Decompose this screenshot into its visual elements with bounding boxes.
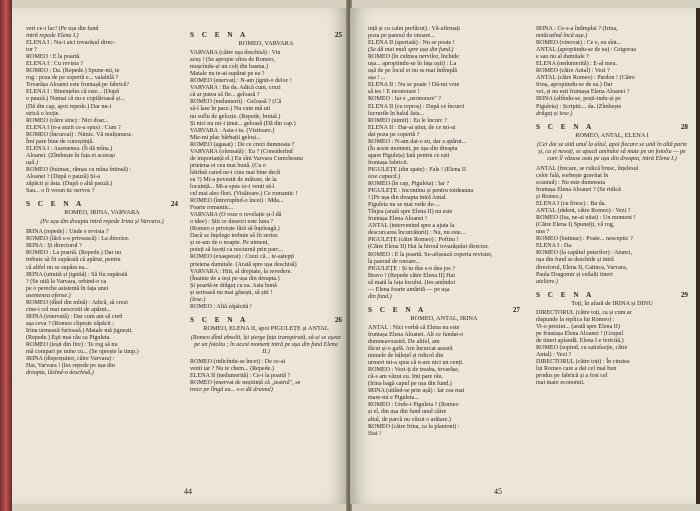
stage-direction: (Iese.) [190, 296, 206, 303]
dialogue-line: ROMEO : Vezi-ți de treaba, tovarășe, [368, 367, 460, 374]
dialogue-line: IRINA (enervată) : Dar cum am să cred [26, 313, 123, 320]
dialogue-line: strică o lecție. [26, 110, 61, 117]
dialogue-line: ELENA I (n-a auzit ce-a spus) : Cum ? [26, 124, 121, 131]
dialogue-line: Irina urmează furioasă.) Matale mă jignești. [26, 327, 133, 334]
dialogue-line: Irina, apropiindu-se de ea.) Dar [536, 82, 613, 89]
scene-cast: ROMEO, IRINA, VARVARA [64, 209, 140, 217]
dialogue-line: ROMEO (în culmea nervilor, închide [368, 54, 459, 61]
stage-direction: intră repede Elena I.) [26, 33, 79, 40]
dialogue-line: celor fală, sorbește gravitat în [536, 172, 609, 179]
dialogue-line: IRINA (repede) : Unde e revista ? [26, 229, 109, 236]
left-page-column-1 [26, 26, 178, 377]
book-cover-edge [0, 0, 12, 511]
scene-heading [536, 292, 688, 299]
dialogue-line: Stai ! [368, 430, 382, 437]
dialogue-line: ROMEO (vinovat) : Ce e, eu sînt... [536, 40, 622, 47]
dialogue-line: ANTAL (către Romeo) : Pardon ! (Către [536, 75, 635, 82]
dialogue-line: Îmi pare bine de cunoștință. [26, 138, 94, 145]
dialogue-line: lucrurile în halul ăsta... [368, 110, 425, 117]
dialogue-line: ROMEO (Isa, ne-ai uitat) : Un moment ! [536, 215, 636, 222]
dialogue-line: ROMEO : La poartă. (Repede.) Dar nu [26, 250, 122, 257]
dialogue-line: acuș ! (Se apropie sfios de Romeo, [190, 57, 275, 64]
left-page-column-2 [190, 26, 342, 394]
stage-direction: ateliere.) [536, 278, 558, 285]
dialogue-line: tor ? [26, 47, 37, 54]
dialogue-line: mă compari pe mine cu... (Se oprește la timp.) [26, 349, 139, 356]
dialogue-line: IRINA (disprețuitor, către Varvara) : [26, 356, 115, 363]
dialogue-line: prietena ei cea mai bună. (Cu o [190, 162, 266, 169]
dialogue-line: e sau nu al dumitale ? [536, 54, 589, 61]
dialogue-line: să-l lase în pace.) Nu cum mă uit [190, 106, 271, 113]
dialogue-line: că altfel nu se supăra ea... [26, 264, 89, 271]
scene-label: S C E N A [536, 290, 595, 299]
dialogue-line: ROMEO (la capătul puterilor) : Atunci, [536, 250, 633, 257]
dialogue-line: IRINA : Ce-s-a întîmplat ? (Irina, [536, 26, 618, 32]
dialogue-line: mare-mi e Piguleta... [368, 395, 419, 402]
dialogue-line: ROMEO : Da. (Repede.) Spune-mi, te [26, 68, 120, 75]
scene-label: S C E N A [536, 122, 595, 131]
dialogue-line: veri ce-i fac! (Pe ușa din fund [26, 26, 99, 32]
dialogue-line: ELENA I : Cu revista ? [26, 61, 84, 68]
dialogue-line: nu suflu de gelozie. (Repede, brutal.) [190, 113, 281, 120]
scene-number: 26 [334, 315, 342, 324]
dialogue-line: ? (Se uită la Varvara, orbind-o ca [26, 278, 107, 285]
dialogue-line: că ar putea să fie... geloasă ? [190, 92, 260, 99]
scene-number: 29 [680, 290, 688, 299]
dialogue-line: ANTAL : Nici vorbă că Elena nu este [368, 324, 460, 331]
dialogue-line: ANTAL (apropiindu-se de ea) : Grigorua [536, 47, 636, 54]
dialogue-line: ROMEO (nedumerit) : Geloasă ? (Că [190, 99, 282, 106]
dialogue-line: ROMEO : N-am dat-o eu, dar a apărut... [368, 138, 467, 145]
dialogue-line: mai mare economii. [536, 380, 585, 387]
dialogue-line: ROMEO (către Irina, ca la plantoni) : [368, 423, 460, 430]
stage-direction: iese capacă.) [368, 173, 401, 180]
dialogue-line: Mie-mi plac bărbații geloși... [190, 134, 261, 141]
dialogue-line: IRINA (altîndu-se, pești-indu-și pe [536, 96, 621, 103]
dialogue-line: Foarte romantic... [190, 205, 234, 212]
dialogue-line: urmeri mi-a spus că n-are nici un cenți. [368, 360, 464, 367]
dialogue-line: Dacă se înțelege trebuie să fii serios [190, 233, 278, 240]
dialogue-line: ROMEO (enervat de neștiință că „teatrul", se [190, 380, 301, 387]
stage-direction: ușă.) [26, 159, 39, 166]
stage-direction: trece pe lîngă ea... s-o dă drumul) [190, 387, 273, 394]
scene-cast: ROMEO, ANTAL, IRINA [410, 314, 478, 322]
dialogue-line: ELENA I : Da. [536, 243, 573, 250]
right-page-column-2 [536, 26, 688, 387]
dialogue-line: (Către Elena II) Hai la biroul tovarășului director. [368, 244, 489, 251]
dialogue-line: dat poza pe copertă ? [368, 131, 420, 138]
dialogue-line: PIGULEȚE : Incontinu și pentru totdeauna [368, 188, 474, 195]
right-page [350, 8, 696, 504]
dialogue-line: o idee) : Știi ce deseori este luna ? [190, 219, 274, 226]
dialogue-line: VARVARA : Hiti, al dreptate, la revedere. [190, 268, 293, 275]
dialogue-line: ușă de pe locul ei nu se mai întîmplă [368, 68, 458, 75]
dialogue-line: VARVARA (către ușa deschisă) : Vin [190, 50, 281, 57]
scene-heading [368, 307, 520, 314]
dialogue-line: IRINA : Și directorul ? [26, 243, 82, 250]
scene-heading [190, 317, 342, 324]
dialogue-line: și el, din ușa din fund unul către [368, 409, 447, 416]
dialogue-line: la panoul de onoare... [368, 258, 421, 265]
dialogue-line: altul, de parcă nu văzut o arătare.) [368, 416, 451, 423]
dialogue-line: (Repede.) Eşti mai rău ca Piguleta. [26, 334, 111, 341]
dialogue-line: (Înainte de a ieși pe ușa din dreapta.) [190, 275, 280, 282]
dialogue-line: ELENA II : Nu se poate ! Dă-mi voie [368, 82, 460, 89]
dialogue-line: ROMEO (întrerupînd-o încet) : Mda... [190, 198, 284, 205]
dialogue-line: dumneavoastră. De altfel, am [368, 339, 440, 346]
stage-direction: (Se dă mai mult spre ușa din fund.) [368, 47, 454, 54]
scene-cast: ROMEO, ANTAL, ELENA I [575, 131, 649, 139]
dialogue-line: făcut și-o gafă. Am încurcat aseară [368, 346, 453, 353]
dialogue-line: și serioasă nu mai găsești, să știi ! [190, 289, 273, 296]
dialogue-line: ELENA I : Asemenea. (Îi dă mîna.) [26, 145, 113, 152]
dialogue-line: IRINA (uimită și jignită) : Să fiu supărată [26, 271, 128, 278]
dialogue-line: ință și cu calm prefăcut) : Vă-afirmați [368, 26, 460, 32]
dialogue-line: ROMEO (dînd din mînă) : Adică, să crezi [26, 299, 128, 306]
dialogue-line: PIGULEȚE (către Romeo) : Poftim ! [368, 237, 459, 244]
dialogue-line: scaunul) : Nu este dumneata [536, 179, 606, 186]
dialogue-line: Tovarășa Aloanei este fruntașă pe fabrică? [26, 82, 129, 89]
dialogue-line: ANTAL (frecare, se ridică brusc, înțelesul [536, 165, 639, 172]
dialogue-line: Vi-o prezint... (arată spre Elena II) [536, 323, 620, 330]
dialogue-line: ROMEO : E la poartă. Se-afișează coperta revistei, [368, 251, 493, 258]
dialogue-line: ROMEO (exasperat) : Crezi că... te-aștepți [190, 254, 294, 261]
dialogue-line: fruntașa Elena Aloanei ! [368, 216, 428, 223]
dialogue-line: — Elena foarte amărită — pe ușa [368, 286, 450, 293]
dialogue-line: ROMEO : Unde-i Piguleta ? (Romeo [368, 402, 459, 409]
dialogue-line: numele de bălețel și ridicol din [368, 353, 444, 360]
dialogue-line: Bravo ! (Repede către Elena II) Hai [368, 272, 455, 279]
dialogue-line: ELENA (nedumerită) : E-al meu. [536, 61, 618, 68]
scene-number: 28 [680, 122, 688, 131]
dialogue-line: trebuie să fii supărată că apărut, pentru [26, 257, 121, 264]
dialogue-line: (Dă din cap, apoi repede.) Dar nu-i [26, 103, 112, 110]
dialogue-line: ușa... apropiindu-se în fața ușii) : La [368, 61, 457, 68]
dialogue-line: cine-i cel mai neocrotit de apărut... [26, 306, 111, 313]
scene-cast: ROMEO, ELENA II, apoi PIGULEȚE și ANTAL [203, 324, 329, 332]
right-page-column-1 [368, 26, 520, 438]
dialogue-line: ROMEO (buimac) : Poate... nesceptic ? [536, 236, 633, 243]
dialogue-line: fruntașa Elena Aloanei ? (Se ridică [536, 186, 621, 193]
dialogue-line: PIGULEȚE : Și tu dus s-o dea jos ? [368, 265, 455, 272]
scene-cast: Toți, în afară de IRINA și DINU [571, 299, 653, 307]
dialogue-line: ROMEO : Altă zăpăcită ! [190, 303, 252, 310]
stage-direction: drăguț și iese.) [536, 110, 573, 117]
dialogue-line: bătrînă cared ne-i cine mai bine decît [190, 169, 281, 176]
dialogue-line: poza pe panoul de onoare... [368, 33, 435, 40]
dialogue-line: că-s am văzut eu. Imi pare rău. [368, 374, 444, 381]
dialogue-line: prietena dumitale. (Arată spre ușa deschisă) [190, 261, 297, 268]
dialogue-line: descurcarea încurcăturii) : Nu, nu este... [368, 230, 466, 237]
dialogue-line: locuință... Mi-a spus ce-i venit să-l [190, 183, 275, 190]
scene-label: S C E N A [190, 31, 249, 39]
dialogue-line: ELENA II (cu reproș) : După ce încurci [368, 103, 465, 110]
dialogue-line: așa ! ... [368, 75, 386, 82]
dialogue-line: și re-um de o noapte. Pe nimeni, [190, 240, 269, 247]
dialogue-line: VARVARA (ofensată) : Eu ? (Considerînd [190, 148, 293, 155]
dialogue-line: una ? [536, 229, 550, 236]
dialogue-line: ROMEO (către sine) : Nici doar... [26, 117, 109, 124]
page-edges-top [12, 0, 700, 8]
dialogue-line: o pauză.) Numai că nu e copilăroasă și... [26, 96, 125, 103]
dialogue-line: PIGULEȚE (din spate) : Fals ! (Elena II [368, 166, 466, 173]
dialogue-line: ROMEO : E la poartă. [26, 54, 81, 61]
dialogue-line: ROMEO (agasat) : De ce crezi dumneata ? [190, 141, 295, 148]
page-number-left: 44 [184, 487, 192, 496]
scene-number: 27 [512, 305, 520, 314]
dialogue-line: ROMEO (fără s-o privească) : La director. [26, 236, 130, 243]
dialogue-line: Aloanei. (Zîmbește în fața ei aceeași [26, 152, 115, 159]
dialogue-line: ROMEO (buimac, rămas cu mîna întinsă) : [26, 166, 132, 173]
dialogue-line: pe fruntașa Elena Aloanei ! (Grupul [536, 330, 624, 337]
scene-label: S C E N A [26, 200, 85, 209]
dialogue-line: ROMEO (ridicîndu-se încet) : De ce-ai [190, 359, 286, 366]
dialogue-line: Paula Dragomir și ceilalți tineri [536, 271, 613, 278]
dialogue-line: (Irina bagă capul pe ușa din fund.) [368, 381, 452, 388]
dialogue-line: VARVARA (O roze o revelație și-l dă [190, 212, 282, 219]
dialogue-line: ! (Pe ușa din dreapta intră Antal. [368, 195, 448, 202]
dialogue-line: produs pe fabrică și a fost cel [536, 373, 608, 380]
stage-direction: dreapta, lăsînd-o deschisă.) [26, 370, 94, 377]
scene-heading [26, 201, 178, 208]
dialogue-line: fruntașa fabricii. [368, 159, 409, 166]
dialogue-line: DIRECTORUL (către toți) : În cinstea [536, 359, 630, 366]
dialogue-line: fruntașa Elena Aloanei. Alt ce fundat-o [368, 331, 464, 338]
dialogue-line: ELENA II : Dar-ai știut, de ce mi-ai [368, 124, 456, 131]
dialogue-line: ELENA I (cu firesc) : Ba da. [536, 201, 606, 208]
dialogue-line: ea ?) Mi-a povestit de mătuse, de la [190, 176, 277, 183]
dialogue-line: ANTAL (rădent, către Romeo) : Vezi ? [536, 208, 631, 215]
dialogue-line: zăpăcit și ăsta. (După o altă pauză.) [26, 181, 113, 188]
dialogue-line: vei, și nu ești fruntașa Elena Aloanei ? [536, 89, 630, 96]
stage-direction: (Cei doi se uită unul la altul, apoi fiecare se uită în altă parte și, ca și nesoți, se apucă amîndoi să mute pe un fotoliu — pe care îl văzuse asta pe ușa din dreapta, intră Elena I.) [536, 141, 688, 162]
dialogue-line: Și poartă-te drăguț cu ea. Asta bună [190, 282, 277, 289]
dialogue-line: poteți să faceți ca nocturnă prin parc... [190, 247, 284, 254]
dialogue-line: ANTAL (intervenind spre a ajuta la [368, 223, 455, 230]
dialogue-line: ROMEO : Iar e „neonorare" ? [368, 96, 442, 103]
dialogue-line: (Către Elena I) Spune(ți, vă rog, [536, 222, 615, 229]
dialogue-line: DIRECTORUL (către toți, ca și cum ar [536, 309, 632, 316]
dialogue-line: ELENA I : Binențeles că este... (După [26, 89, 119, 96]
dialogue-line: să ies ! E neonorare ! [368, 89, 420, 96]
scene-label: S C E N A [368, 305, 427, 314]
dialogue-line: ROMEO (uimit) : Eu le încurc ? [368, 117, 447, 124]
dialogue-line: ELENA II (speriată) : Nu se poate ! [368, 40, 455, 47]
dialogue-line: Matale nu te-ai supărat pe ea ? [190, 71, 265, 78]
scene-number: 24 [170, 200, 178, 209]
dialogue-line: (În acest moment, pe ușa din dreapta [368, 145, 458, 152]
stage-direction: (Romeo dînd absolit, își șterge fața transpirată, să-și se așeze pe un fotoliu ; în acest moment intră pe ușa din fund Elena II.) [190, 334, 342, 356]
scene-heading [536, 124, 688, 131]
dialogue-line: Și nici nu mi-i ținut... geloasă (Dă din cap.) [190, 120, 296, 127]
dialogue-line: Piguleta nu se mai vede de-... [368, 202, 440, 209]
dialogue-line: venit iar ? Nu te chem... (Repede.) [190, 366, 274, 373]
stage-direction: asemenea ofense.) [26, 292, 71, 299]
dialogue-line: Hai, Varvara ! (Ies repede pe ușa din [26, 363, 115, 370]
left-page [12, 8, 348, 504]
dialogue-line: pe o pereche asistentă în fața unei [26, 285, 109, 292]
dialogue-line: apare Piguleța) Iată pentru ce ești [368, 152, 450, 159]
dialogue-line: VARVARA : Asta-i tu. (Vizitoare.) [190, 127, 275, 134]
dialogue-line: VARVARA : Ba da. Adică cum, crezi [190, 85, 281, 92]
dialogue-line: cel mai ales flori. (Visătoare.) Ce romantic ! [190, 191, 298, 198]
dialogue-line: Antal) : Vezi ? [536, 352, 572, 359]
dialogue-line: (Romeo o privește fără să înțeleagă.) [190, 226, 280, 233]
dialogue-line: ROMEO (în cap, Piguleta) : Iar ? [368, 181, 450, 188]
scene-label: S C E N A [190, 315, 249, 324]
scene-number: 25 [334, 31, 342, 39]
page-edges-bottom [12, 504, 700, 511]
stage-direction: din fund.) [368, 293, 392, 300]
dialogue-line: ROMEO (către Antal) : Vezi ? [536, 68, 610, 75]
dialogue-line: ușa din fund se deschide și intră [536, 257, 614, 264]
dialogue-line: ROMEO (încurcat) : Nimic. Vă mulțumesc. [26, 131, 134, 138]
dialogue-line: lui Romeo care a dat cel mai bun [536, 366, 617, 373]
dialogue-line: ELENA II (nedumerită) : Ce-i la poartă ? [190, 373, 291, 380]
stage-direction: netăcutînd încă ușa.) [536, 33, 588, 40]
scene-cast: ROMEO, VARVARA [238, 40, 294, 48]
dialogue-line: așa ceva ? (Romeo clipește zăpăcit ; [26, 320, 114, 327]
dialogue-line: ROMEO (sopind, cu satisfacție, către [536, 344, 628, 351]
dialogue-line: de tineri aplaudă. Elena I e fericită.) [536, 337, 624, 344]
dialogue-line: Aloanei ? (După o pauză) Și-a [26, 173, 100, 180]
dialogue-line: să mată la fața locului. (Ies amîndoi [368, 279, 456, 286]
page-number-right: 45 [494, 487, 502, 496]
dialogue-line: ROMEO (enervat) : N-am jignit-o deloc ! [190, 78, 292, 85]
dialogue-line: Sau... o fi vreun tic nervos ? [26, 188, 95, 195]
dialogue-line: mușcîndu-și un colț din basma.) [190, 64, 269, 71]
dialogue-line: Piguleta) : Șcriptic... da. (Zîmbește [536, 103, 622, 110]
dialogue-line: ELENA I : Nu-i aici tovarășul direc- [26, 40, 116, 47]
dialogue-line: răspunde la replica lui Romeo) : [536, 316, 615, 323]
dialogue-line: directorul, Elena II, Catinca, Varvara, [536, 264, 628, 271]
dialogue-line: de importanță el.) Eu sînt Varvara Curecheanu [190, 155, 303, 162]
dialogue-line: Tînjea (arată spre Elena II) nu este [368, 209, 453, 216]
stage-direction: și Romeo.) [536, 194, 563, 201]
scene-heading [190, 32, 342, 39]
stage-direction: (Pe ușa din dreapta intră repede Irina și Varvara.) [40, 219, 164, 226]
dialogue-line: rog : poza de pe copertă e... valabilă ? [26, 75, 119, 82]
dialogue-line: ROMEO (ieșit din fire) : Te rog să nu [26, 342, 118, 349]
dialogue-line: IRINA (uitînd-se prin ușă) : Iar cea mai [368, 388, 465, 395]
